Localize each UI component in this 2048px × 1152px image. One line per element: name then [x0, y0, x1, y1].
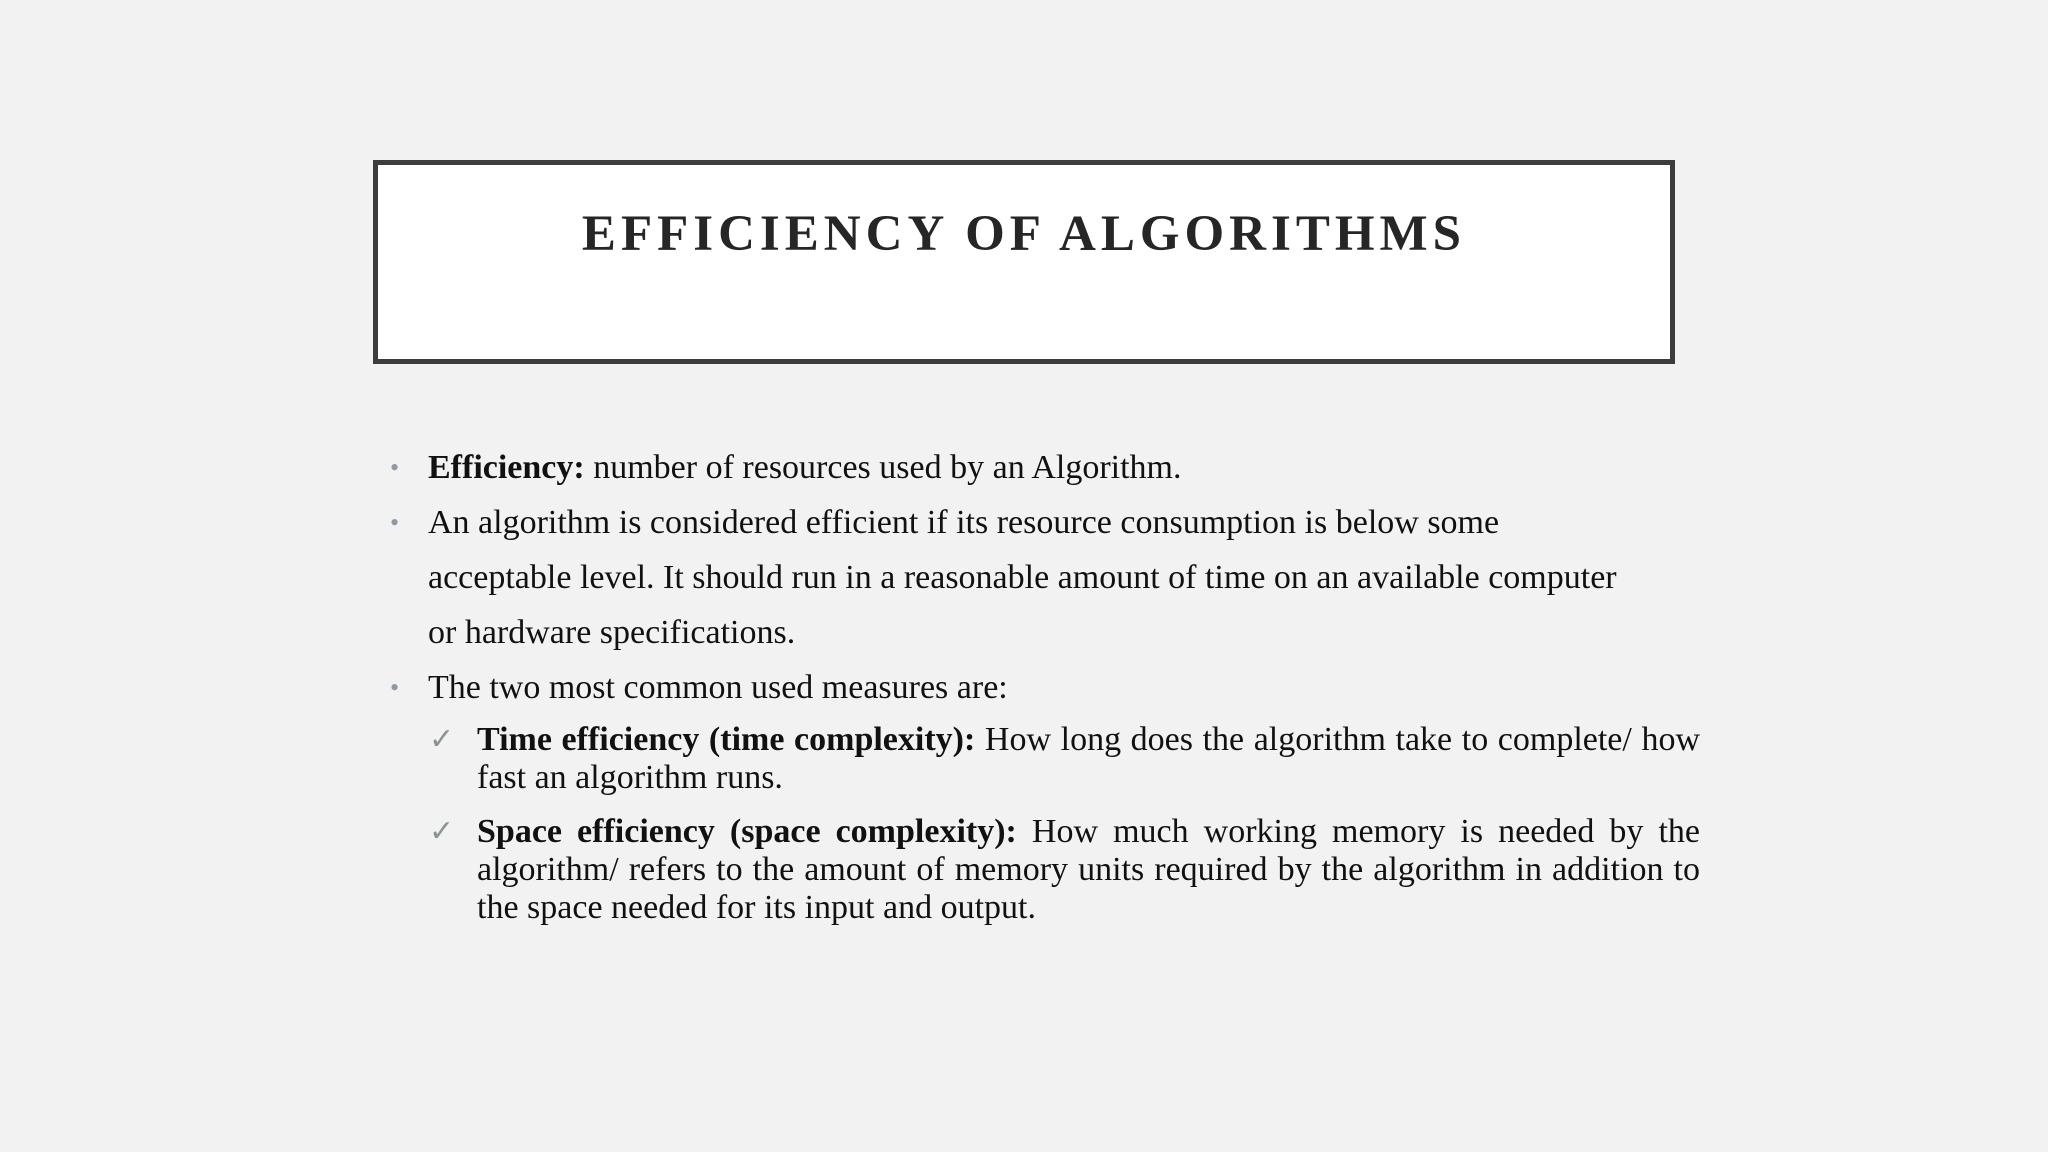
bullet-text: The two most common used measures are:	[428, 669, 1008, 706]
bullet-text: number of resources used by an Algorithm.	[584, 449, 1182, 486]
sub-bullet-text: How long does the algorithm take to complete/ how fast an algorithm runs.	[477, 721, 1700, 796]
bullet-dot-icon: •	[390, 673, 400, 702]
title-box	[373, 160, 1675, 364]
sub-bullet-space-efficiency	[390, 813, 1700, 927]
bullet-text: An algorithm is considered efficient if its resource consumption is below some acceptable level. It should run in a reasonable amount of time on an available computer or hardware specifications.	[428, 504, 1617, 651]
slide-title: EFFICIENCY OF ALGORITHMS	[581, 206, 1467, 262]
checkmark-icon: ✓	[429, 814, 455, 849]
slide-content	[390, 440, 1700, 927]
bullet-measures	[390, 660, 1700, 715]
bullet-efficiency	[390, 440, 1700, 495]
sub-bullet-time-efficiency	[390, 721, 1700, 797]
bullet-dot-icon: •	[390, 508, 400, 537]
sub-bullet-bold-label: Time efficiency (time complexity):	[477, 721, 976, 758]
sub-bullet-bold-label: Space efficiency (space complexity):	[477, 813, 1017, 850]
checkmark-icon: ✓	[429, 722, 455, 757]
bullet-efficient-definition	[390, 495, 1628, 660]
sub-bullet-text: How much working memory is needed by the algorithm/ refers to the amount of memory units required by the algorithm in addition to the space needed for its input and output.	[477, 813, 1700, 926]
bullet-dot-icon: •	[390, 453, 400, 482]
bullet-bold-label: Efficiency:	[428, 449, 585, 486]
